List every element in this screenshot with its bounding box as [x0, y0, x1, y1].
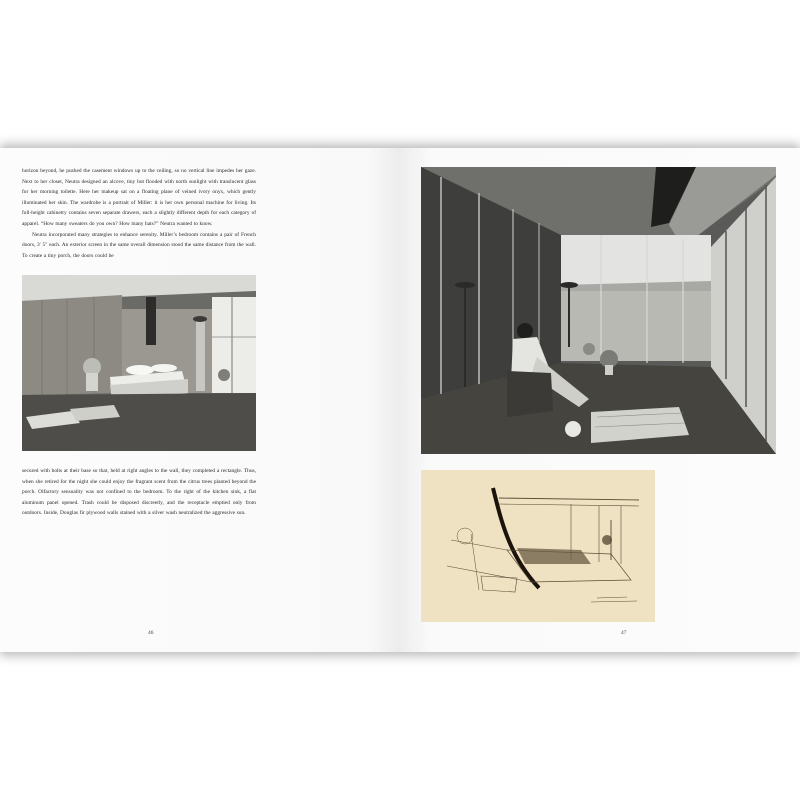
right-page	[400, 148, 800, 652]
page-number-right: 47	[621, 630, 627, 636]
porch-photo	[421, 167, 776, 454]
body-text-bottom: secured with bolts at their base so that, held at right angles to the wall, they completed a rectangle. Thus, when she retired for the night she could enjoy the fragrant scent from the citrus trees planted beyond the porch. Olfactory sensuality was not confined to the bedroom. To the right of the kitchen sink, a flat aluminum panel opened. Trash could be disposed discreetly, and the receptacle emptied only from outdoors. Inside, Douglas fir plywood walls stained with a silver wash neutralized the aggressive sun.	[22, 468, 256, 517]
left-page	[0, 148, 400, 652]
paragraph: horizon beyond, he pushed the casement windows up to the ceiling, so no vertical line impedes her gaze. Next to her closet, Neutra designed an alcove, tiny but flooded with north sunlight with translucent glass for her morning toilette. Here her makeup sat on a floating plane of veined ivory onyx, which gently illuminated her skin. The wardrobe is a portrait of Miller: it is her own personal machine for living. Its full-height cabinetry contains seven separate drawers, each a slightly different depth for each category of apparel. “How many sweaters do you own? How many hats?” Neutra wanted to know.	[22, 168, 256, 227]
paragraph: Neutra incorporated many strategies to enhance serenity. Miller’s bedroom contains a pair of French doors, 3′ 5″ each. An exterior screen in the same overall dimension stood the same distance from the wall. To create a tiny porch, the doors could be	[22, 231, 256, 259]
body-text-top	[22, 166, 256, 261]
bedroom-photo	[22, 275, 256, 451]
page-number-left: 46	[148, 630, 154, 636]
book-spread	[0, 148, 800, 652]
architectural-sketch	[421, 470, 655, 622]
